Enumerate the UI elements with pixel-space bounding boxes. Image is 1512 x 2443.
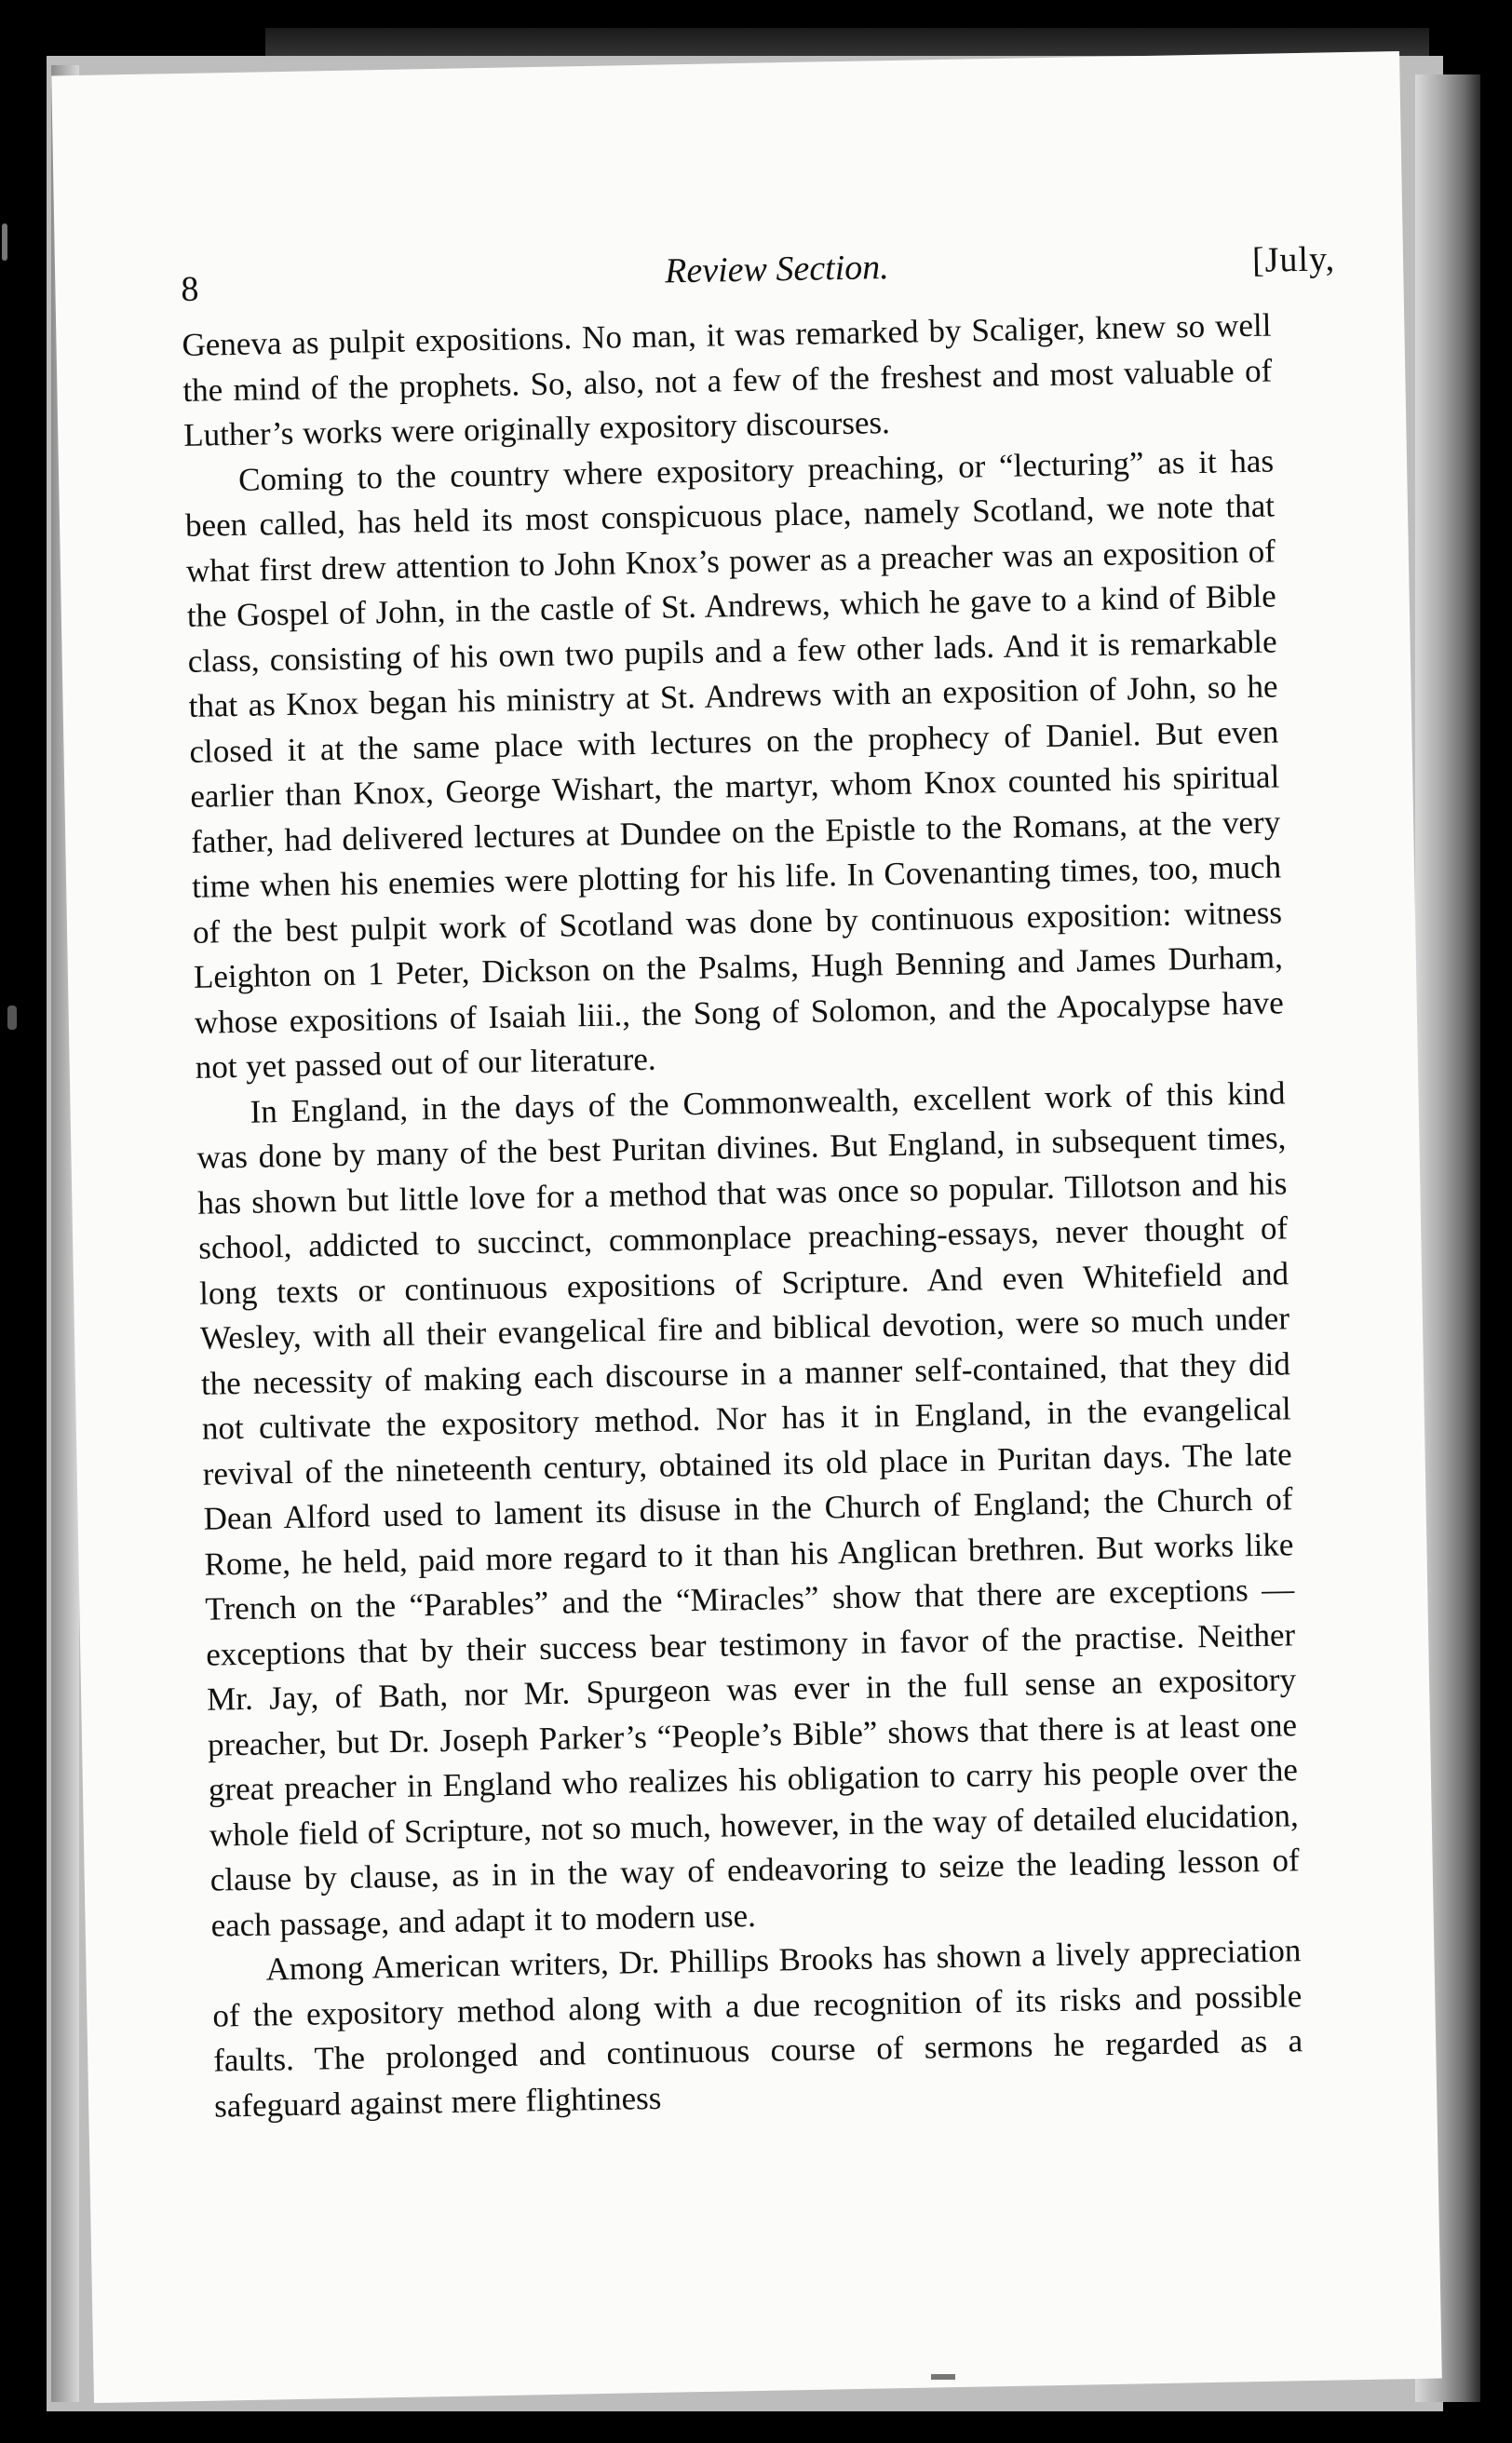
book-page [51, 51, 1442, 2403]
scan-artifact [2, 223, 7, 261]
paragraph: Coming to the country where expository preaching, or “lecturing” as it has been called, has held its most conspicuous place, namely Scotland, we note that what first drew attention to John Knox’s power as a preacher was an exposition of the Gospel of John, in the castle of St. Andrews, which he gave to a kind of Bible class, consisting of his own two pupils and a few other lads. And it is remarkable that as Knox began his ministry at St. Andrews with an exposition of John, so he closed it at the same place with lectures on the prophecy of Daniel. But even earlier than Knox, George Wishart, the martyr, whom Knox counted his spiritual father, had delivered lectures at Dundee on the Epistle to the Romans, at the very time when his enemies were plotting for his life. In Covenanting times, too, much of the best pulpit work of Scotland was done by continuous exposition: witness Leighton on 1 Peter, Dickson on the Psalms, Hugh Benning and James Durham, whose expositions of Isaiah liii., the Song of Solomon, and the Apocalypse have not yet passed out of our literature. [184, 441, 1285, 1086]
scan-artifact [931, 2374, 955, 2380]
page-header [181, 238, 1336, 316]
paragraph: In England, in the days of the Commonwealth, excellent work of this kind was done by many of the best Puritan divines. But England, in subsequent times, has shown but little love for a method that was once so popular. Tillotson and his school, addicted to succinct, commonplace preaching-essays, never thought of long texts or continuous expositions of Scripture. And even Whitefield and Wesley, with all their evangelical fire and biblical devotion, were so much under the necessity of making each discourse in a manner self-contained, that they did not cultivate the expository method. Nor has it in England, in the evangelical revival of the nineteenth century, obtained its old place in Puritan days. The late Dean Alford used to lament its disuse in the Church of England; the Church of Rome, he held, paid more regard to it than his Anglican brethren. But works like Trench on the “Parables” and the “Miracles” show that there are exceptions —exceptions that by their success bear testimony in favor of the practise. Neither Mr. Jay, of Bath, nor Mr. Spurgeon was ever in the full sense an expository preacher, but Dr. Joseph Parker’s “People’s Bible” shows that there is at least one great preacher in England who realizes his obligation to carry his people over the whole field of Scripture, not so much, however, in the way of detailed elucidation, clause by clause, as in in the way of endeavoring to seize the leading lesson of each passage, and adapt it to modern use. [196, 1073, 1300, 1944]
running-head: Review Section. [664, 248, 890, 291]
paragraph: Geneva as pulpit expositions. No man, it was remarked by Scaliger, knew so well the mind of the prophets. So, also, not a few of the freshest and most valuable of Luther’s works were originally expository discourses. [182, 306, 1273, 453]
paragraph: Among American writers, Dr. Phillips Brooks has shown a lively appreciation of the expository method along with a due recognition of its risks and possible faults. The prolonged and continuous course of sermons he regarded as a safeguard against mere flightiness [212, 1932, 1303, 2125]
page-number: 8 [181, 269, 199, 309]
body-text [182, 304, 1303, 2129]
scan-artifact [7, 1006, 17, 1030]
issue-month: [July, [1251, 239, 1336, 280]
